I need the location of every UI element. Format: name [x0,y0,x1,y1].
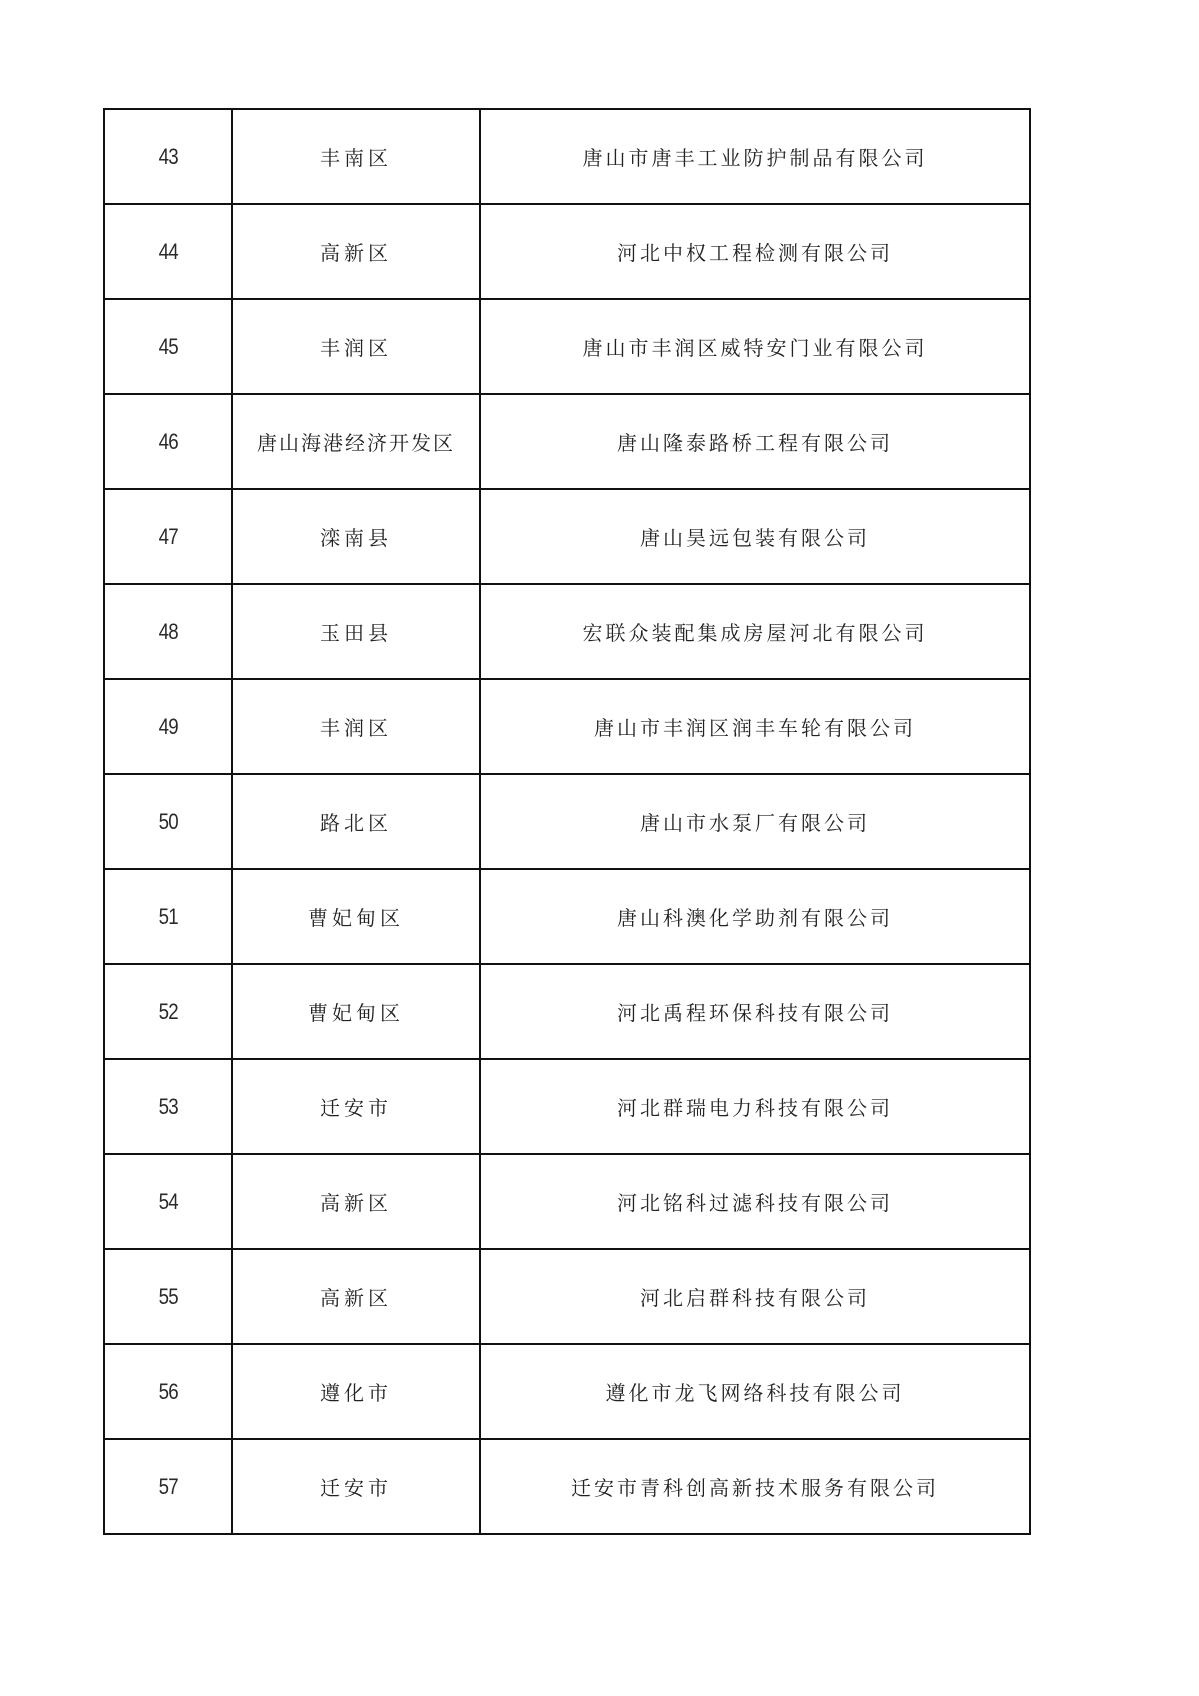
company-name-cell: 河北铭科过滤科技有限公司 [480,1154,1030,1249]
row-number: 49 [158,713,178,739]
table-row [104,109,1030,204]
company-name-cell: 唐山市丰润区威特安门业有限公司 [480,299,1030,394]
row-number-cell [104,1154,232,1249]
company-name-cell: 唐山科澳化学助剂有限公司 [480,869,1030,964]
company-name-cell: 河北群瑞电力科技有限公司 [480,1059,1030,1154]
district-cell: 唐山海港经济开发区 [232,394,480,489]
company-list-table-container [103,108,1031,1535]
district-cell: 高新区 [232,204,480,299]
row-number-cell [104,1439,232,1534]
row-number-cell [104,584,232,679]
company-name-cell: 唐山市唐丰工业防护制品有限公司 [480,109,1030,204]
district-cell: 丰润区 [232,679,480,774]
table-row [104,299,1030,394]
row-number: 44 [158,238,178,264]
company-name-cell: 河北禹程环保科技有限公司 [480,964,1030,1059]
company-list-table [103,108,1031,1535]
district-cell: 迁安市 [232,1439,480,1534]
row-number: 48 [158,618,178,644]
company-name-cell: 河北中权工程检测有限公司 [480,204,1030,299]
table-row [104,1439,1030,1534]
table-row [104,1059,1030,1154]
row-number-cell [104,869,232,964]
company-name-cell: 遵化市龙飞网络科技有限公司 [480,1344,1030,1439]
row-number: 45 [158,333,178,359]
district-cell: 曹妃甸区 [232,869,480,964]
district-cell: 丰润区 [232,299,480,394]
district-cell: 高新区 [232,1154,480,1249]
district-cell: 滦南县 [232,489,480,584]
row-number-cell [104,299,232,394]
district-cell: 高新区 [232,1249,480,1344]
row-number: 47 [158,523,178,549]
row-number-cell [104,109,232,204]
row-number: 53 [158,1093,178,1119]
table-row [104,489,1030,584]
district-cell: 遵化市 [232,1344,480,1439]
table-row [104,869,1030,964]
table-row [104,679,1030,774]
district-cell: 玉田县 [232,584,480,679]
district-cell: 路北区 [232,774,480,869]
row-number: 50 [158,808,178,834]
row-number-cell [104,204,232,299]
company-name-cell: 唐山昊远包装有限公司 [480,489,1030,584]
table-row [104,394,1030,489]
row-number: 54 [158,1188,178,1214]
row-number-cell [104,394,232,489]
district-cell: 曹妃甸区 [232,964,480,1059]
row-number-cell [104,489,232,584]
row-number: 46 [158,428,178,454]
district-cell: 迁安市 [232,1059,480,1154]
company-name-cell: 宏联众装配集成房屋河北有限公司 [480,584,1030,679]
row-number-cell [104,1059,232,1154]
row-number-cell [104,679,232,774]
row-number-cell [104,774,232,869]
table-row [104,1249,1030,1344]
table-row [104,204,1030,299]
row-number: 55 [158,1283,178,1309]
company-name-cell: 唐山市水泵厂有限公司 [480,774,1030,869]
row-number-cell [104,964,232,1059]
row-number: 52 [158,998,178,1024]
table-row [104,774,1030,869]
row-number: 57 [158,1473,178,1499]
row-number-cell [104,1344,232,1439]
district-cell: 丰南区 [232,109,480,204]
row-number: 43 [158,143,178,169]
table-row [104,964,1030,1059]
company-name-cell: 河北启群科技有限公司 [480,1249,1030,1344]
company-name-cell: 迁安市青科创高新技术服务有限公司 [480,1439,1030,1534]
row-number-cell [104,1249,232,1344]
company-name-cell: 唐山市丰润区润丰车轮有限公司 [480,679,1030,774]
row-number: 51 [158,903,178,929]
table-row [104,1344,1030,1439]
table-row [104,584,1030,679]
table-row [104,1154,1030,1249]
row-number: 56 [158,1378,178,1404]
company-name-cell: 唐山隆泰路桥工程有限公司 [480,394,1030,489]
